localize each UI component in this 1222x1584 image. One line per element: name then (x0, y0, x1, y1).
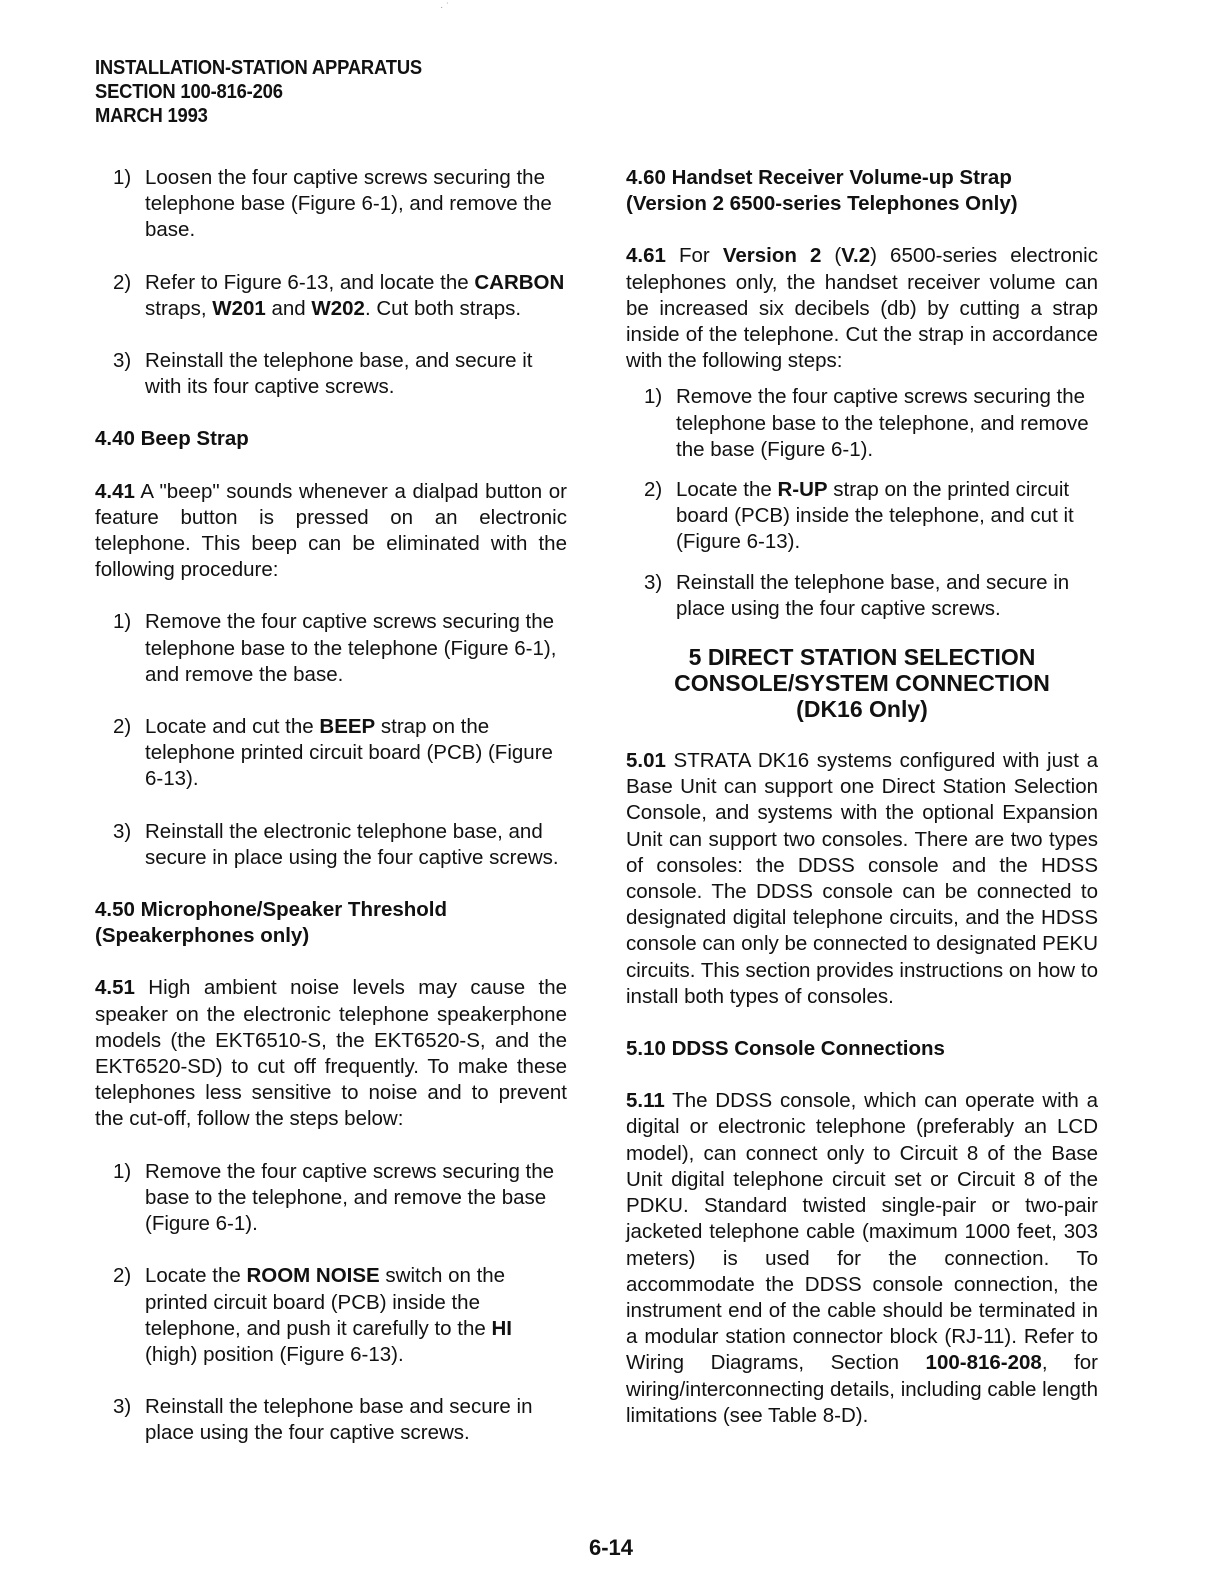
list-item (626, 477, 1098, 556)
list-item (95, 348, 567, 400)
list-item (95, 1394, 567, 1446)
step-number: 3) (644, 570, 663, 594)
step-text: Refer to Figure 6-13, and locate the CARBON straps, W201 and W202. Cut both straps. (145, 270, 565, 320)
step-number: 3) (113, 819, 132, 843)
header-title: INSTALLATION-STATION APPARATUS (95, 57, 423, 79)
step-number: 3) (113, 1395, 132, 1419)
header-date: MARCH 1993 (95, 105, 208, 127)
section-5-heading (626, 644, 1098, 722)
step-list-top (95, 165, 567, 400)
step-number: 2) (644, 478, 663, 502)
list-item (95, 1263, 567, 1368)
step-list-noise (95, 1159, 567, 1447)
heading-5-10: 5.10 DDSS Console Connections (626, 1037, 945, 1061)
list-item (95, 165, 567, 244)
step-text: Reinstall the telephone base and secure in place using the four captive screws. (145, 1395, 533, 1445)
list-item (95, 1159, 567, 1238)
paragraph-4-51: 4.51 High ambient noise levels may cause the speaker on the electronic telephone speakerphone models (the EKT6510-S, the EKT6520-S, and the EKT6520-SD) to cut off frequently. To make these telephones less sensitive to noise and to prevent the cut-off, follow the steps below: (95, 976, 567, 1131)
document-header (95, 56, 422, 128)
step-number: 1) (113, 166, 132, 189)
heading-4-60: 4.60 Handset Receiver Volume-up Strap (Version 2 6500-series Telephones Only) (626, 166, 1018, 216)
list-item (95, 609, 567, 688)
list-item (626, 570, 1098, 622)
step-number: 1) (113, 1159, 132, 1183)
paragraph-4-41: 4.41 A "beep" sounds whenever a dialpad button or feature button is pressed on an electronic telephone. This beep can be eliminated with the following procedure: (95, 479, 567, 582)
step-number: 3) (113, 349, 132, 373)
step-number: 2) (113, 1264, 132, 1288)
step-list-rup (626, 384, 1098, 622)
list-item (95, 819, 567, 871)
step-text: Remove the four captive screws securing the base to the telephone, and remove the base (Figure 6-1). (145, 1159, 555, 1236)
step-text: Remove the four captive screws securing the telephone base to the telephone (Figure 6-1), and remove the base. (145, 610, 557, 686)
scan-specks: · ˙ (440, 2, 450, 13)
left-column (95, 165, 567, 1447)
right-column (626, 165, 1098, 1429)
step-text: Reinstall the electronic telephone base, and secure in place using the four captive screws. (145, 819, 559, 869)
paragraph-5-11: 5.11 The DDSS console, which can operate with a digital or electronic telephone (preferably an LCD model), can connect only to Circuit 8 of the Base Unit digital telephone circuit set or Circuit 8 of the PDKU. Standard twisted single-pair or two-pair jacketed telephone cable (maximum 1000 feet, 303 meters) is used for the connection. To accommodate the DDSS console connection, the instrument end of the cable should be terminated in a modular station connector block (RJ-11). Refer to Wiring Diagrams, Section 100-816-208, for wiring/interconnecting details, including cable length limitations (see Table 8-D). (626, 1089, 1098, 1427)
paragraph-5-01: 5.01 STRATA DK16 systems configured with just a Base Unit can support one Direct Station Selection Console, and systems with the optional Expansion Unit can support two consoles. There are two types of consoles: the DDSS console and the HDSS console. The DDSS console can be connected to designated digital telephone circuits, and the HDSS console can only be connected to designated PEKU circuits. This section provides instructions on how to install both types of consoles. (626, 749, 1098, 1008)
list-item (95, 270, 567, 322)
step-text: Loosen the four captive screws securing the telephone base (Figure 6-1), and remove the base. (145, 166, 552, 242)
list-item (626, 384, 1098, 463)
section-5-heading-line: (DK16 Only) (796, 696, 928, 723)
step-text: Reinstall the telephone base, and secure in place using the four captive screws. (676, 570, 1070, 620)
step-number: 2) (113, 715, 132, 739)
step-text: Remove the four captive screws securing the telephone base to the telephone, and remove the base (Figure 6-1). (676, 385, 1089, 461)
header-section: SECTION 100-816-206 (95, 81, 283, 103)
list-item (95, 714, 567, 793)
section-5-heading-line: 5 DIRECT STATION SELECTION (688, 644, 1036, 671)
section-5-heading-line: CONSOLE/SYSTEM CONNECTION (674, 670, 1050, 697)
paragraph-4-61: 4.61 For Version 2 (V.2) 6500-series electronic telephones only, the handset receiver volume can be increased six decibels (db) by cutting a strap inside of the telephone. Cut the strap in accordance with the following steps: (626, 244, 1098, 373)
step-text: Locate and cut the BEEP strap on the telephone printed circuit board (PCB) (Figure 6-13). (145, 715, 553, 791)
step-text: Reinstall the telephone base, and secure it with its four captive screws. (145, 349, 533, 399)
page-number: 6-14 (588, 1535, 634, 1560)
step-list-beep (95, 609, 567, 871)
heading-4-50: 4.50 Microphone/Speaker Threshold (Speakerphones only) (95, 898, 448, 948)
step-text: Locate the R-UP strap on the printed circuit board (PCB) inside the telephone, and cut it (Figure 6-13). (676, 478, 1074, 554)
step-number: 1) (113, 610, 132, 634)
heading-4-40: 4.40 Beep Strap (95, 427, 249, 451)
step-number: 2) (113, 270, 132, 294)
step-number: 1) (644, 385, 663, 409)
step-text: Locate the ROOM NOISE switch on the printed circuit board (PCB) inside the telephone, and push it carefully to the HI (high) position (Figure 6-13). (145, 1264, 512, 1366)
